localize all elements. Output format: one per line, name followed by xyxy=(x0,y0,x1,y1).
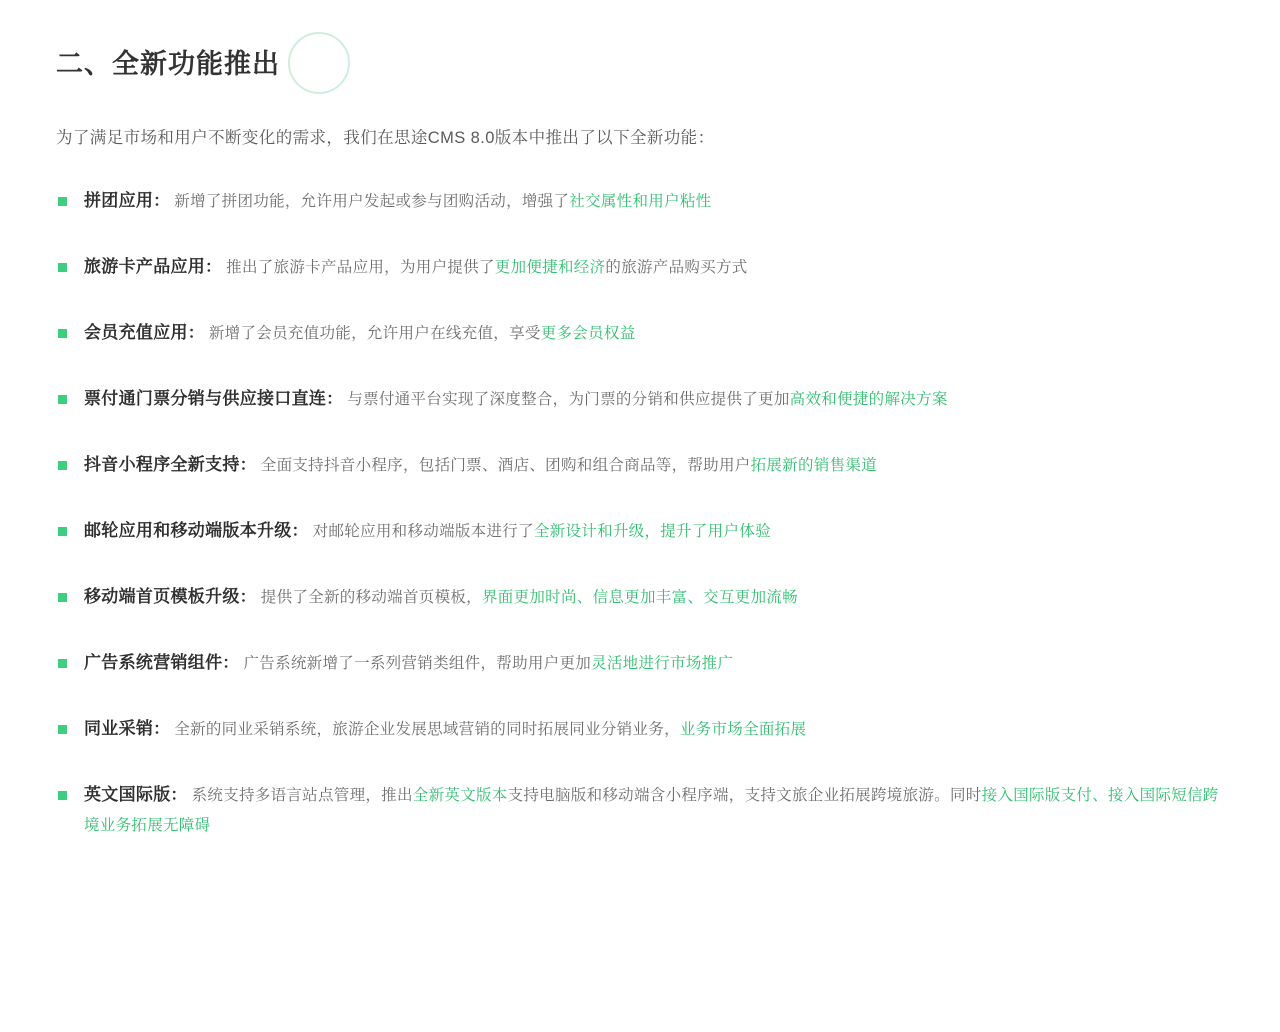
feature-item xyxy=(56,780,1224,841)
square-bullet-icon xyxy=(58,791,67,800)
feature-term: 旅游卡产品应用 xyxy=(84,257,206,276)
feature-term: 英文国际版 xyxy=(84,785,171,804)
intro-paragraph: 为了满足市场和用户不断变化的需求，我们在思途CMS 8.0版本中推出了以下全新功能： xyxy=(56,129,715,147)
feature-term: 广告系统营销组件 xyxy=(84,653,223,672)
feature-highlight-text: 高效和便捷的解决方案 xyxy=(789,391,948,408)
square-bullet-icon xyxy=(58,461,67,470)
feature-colon: ： xyxy=(187,325,205,342)
feature-description-text: 支持电脑版和移动端含小程序端，支持文旅企业拓展跨境旅游。同时 xyxy=(507,787,982,804)
square-bullet-icon xyxy=(58,659,67,668)
feature-description-text: 与票付通平台实现了深度整合，为门票的分销和供应提供了更加 xyxy=(347,391,790,408)
feature-term: 会员充值应用 xyxy=(84,323,188,342)
feature-item xyxy=(56,582,1224,613)
feature-highlight-text: 更多会员权益 xyxy=(540,325,636,342)
square-bullet-icon xyxy=(58,197,67,206)
feature-item xyxy=(56,186,1224,217)
feature-term: 同业采销 xyxy=(84,719,154,738)
feature-highlight-text: 社交属性和用户粘性 xyxy=(569,193,712,210)
feature-term: 拼团应用 xyxy=(84,191,154,210)
feature-description-text: 系统支持多语言站点管理，推出 xyxy=(191,787,413,804)
square-bullet-icon xyxy=(58,593,67,602)
feature-colon: ： xyxy=(222,655,239,672)
feature-term: 移动端首页模板升级 xyxy=(84,587,240,606)
feature-highlight-text: 全新设计和升级，提升了用户体验 xyxy=(533,523,771,540)
square-bullet-icon xyxy=(58,395,67,404)
feature-colon: ： xyxy=(205,259,222,276)
feature-description-text: 全面支持抖音小程序，包括门票、酒店、团购和组合商品等，帮助用户 xyxy=(260,457,751,474)
feature-list xyxy=(56,186,1224,841)
feature-highlight-text: 更加便捷和经济 xyxy=(494,259,606,276)
feature-item xyxy=(56,318,1224,349)
square-bullet-icon xyxy=(58,329,67,338)
feature-description-text: 提供了全新的移动端首页模板， xyxy=(260,589,482,606)
feature-term: 抖音小程序全新支持 xyxy=(84,455,240,474)
feature-description-text: 的旅游产品购买方式 xyxy=(605,259,748,276)
feature-highlight-text: 灵活地进行市场推广 xyxy=(591,655,734,672)
feature-colon: ： xyxy=(291,523,308,540)
feature-colon: ： xyxy=(153,721,170,738)
feature-description-text: 广告系统新增了一系列营销类组件，帮助用户更加 xyxy=(243,655,592,672)
feature-highlight-text: 拓展新的销售渠道 xyxy=(750,457,877,474)
feature-colon: ： xyxy=(170,787,187,804)
feature-colon: ： xyxy=(153,193,170,210)
feature-term: 邮轮应用和移动端版本升级 xyxy=(84,521,292,540)
feature-term: 票付通门票分销与供应接口直连 xyxy=(84,389,327,408)
feature-colon: ： xyxy=(239,589,257,606)
square-bullet-icon xyxy=(58,263,67,272)
feature-description-text: 对邮轮应用和移动端版本进行了 xyxy=(312,523,534,540)
feature-item xyxy=(56,252,1224,283)
page-title: 二、全新功能推出 xyxy=(56,49,280,79)
feature-item xyxy=(56,714,1224,745)
feature-item xyxy=(56,648,1224,679)
feature-highlight-text: 全新英文版本 xyxy=(412,787,508,804)
feature-description-text: 新增了会员充值功能，允许用户在线充值，享受 xyxy=(208,325,541,342)
feature-item xyxy=(56,516,1224,547)
feature-highlight-text: 业务市场全面拓展 xyxy=(679,721,807,738)
feature-colon: ： xyxy=(326,391,343,408)
feature-item xyxy=(56,384,1224,415)
feature-highlight-text: 界面更加时尚、信息更加丰富、交互更加流畅 xyxy=(481,589,798,606)
feature-description-text: 推出了旅游卡产品应用，为用户提供了 xyxy=(226,259,495,276)
square-bullet-icon xyxy=(58,527,67,536)
feature-description-text: 全新的同业采销系统，旅游企业发展思域营销的同时拓展同业分销业务， xyxy=(174,721,680,738)
feature-colon: ： xyxy=(239,457,257,474)
feature-item xyxy=(56,450,1224,481)
feature-description-text: 新增了拼团功能，允许用户发起或参与团购活动，增强了 xyxy=(174,193,570,210)
heading-block xyxy=(56,44,1224,102)
square-bullet-icon xyxy=(58,725,67,734)
feature-highlight-text: 接入国际版支付、接入国际短信跨境业务拓展无障碍 xyxy=(84,787,1219,834)
